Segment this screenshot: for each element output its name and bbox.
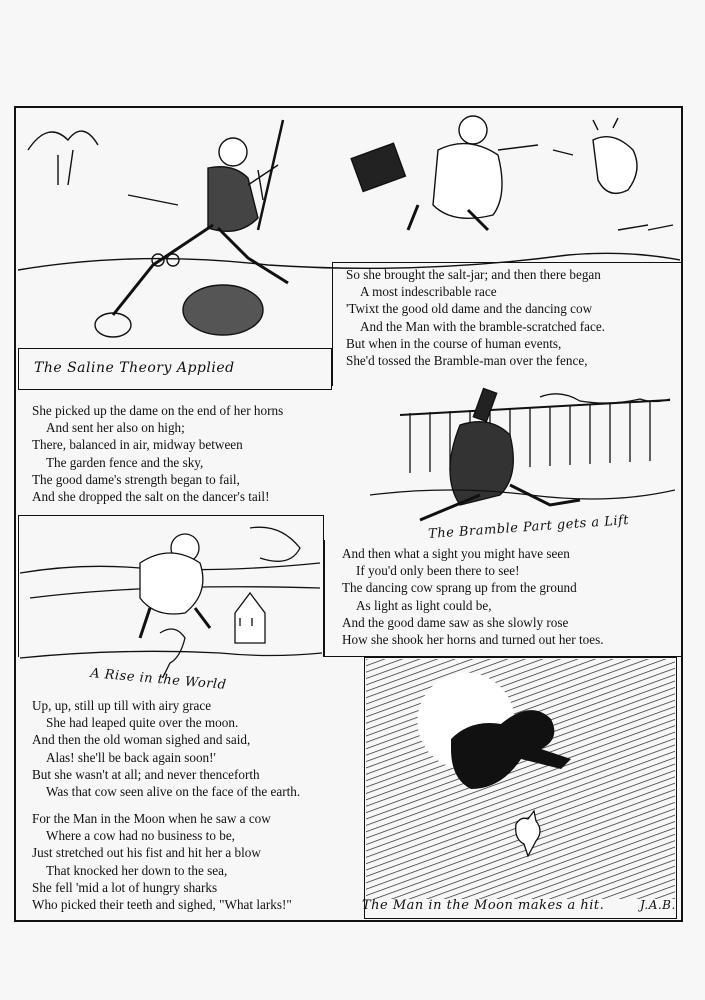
verse-line: 'Twixt the good old dame and the dancing cow xyxy=(346,301,593,317)
verse-line: Who picked their teeth and sighed, "What larks!" xyxy=(32,897,292,913)
verse-1 xyxy=(346,266,605,369)
verse-5 xyxy=(32,810,292,913)
moon-illustration xyxy=(366,659,675,899)
verse-line: Up, up, still up till with airy grace xyxy=(32,698,212,713)
verse-line: Just stretched out his fist and hit her a blow xyxy=(32,845,261,861)
verse-2 xyxy=(32,402,283,505)
verse-line: But when in the course of human events, xyxy=(346,335,562,351)
verse-line: That knocked her down to the sea, xyxy=(46,862,228,878)
verse-line: The garden fence and the sky, xyxy=(46,454,204,470)
verse-line: She'd tossed the Bramble-man over the fence, xyxy=(346,353,588,369)
verse-line: And the Man with the bramble-scratched face. xyxy=(360,318,605,334)
rise-illustration xyxy=(20,518,322,678)
verse-line: She picked up the dame on the end of her horns xyxy=(32,403,284,418)
verse-4 xyxy=(32,697,300,800)
dame-rising-drawing xyxy=(20,518,322,678)
caption-saline-theory: The Saline Theory Applied xyxy=(34,360,235,376)
verse-line: And then the old woman sighed and said, xyxy=(32,732,251,748)
artist-signature: J.A.B. xyxy=(640,898,676,912)
caption-moon: The Man in the Moon makes a hit. xyxy=(362,898,605,913)
fence-and-man-drawing xyxy=(370,385,675,535)
verse-line: If you'd only been there to see! xyxy=(356,563,520,579)
verse-line: As light as light could be, xyxy=(356,597,492,613)
verse-line: Alas! she'll be back again soon!' xyxy=(46,749,216,765)
verse-line: But she wasn't at all; and never thenceforth xyxy=(32,766,260,782)
verse-line: A most indescribable race xyxy=(360,284,497,300)
verse-line: So she brought the salt-jar; and then there began xyxy=(346,267,601,282)
caption-rise: A Rise in the World xyxy=(89,666,227,693)
verse-line: And sent her also on high; xyxy=(46,420,185,436)
verse-line: She fell 'mid a lot of hungry sharks xyxy=(32,879,218,895)
caption-bramble: The Bramble Part gets a Lift xyxy=(427,512,630,543)
moon-and-man-drawing xyxy=(366,659,675,899)
verse-line: And she dropped the salt on the dancer's tail! xyxy=(32,489,270,505)
verse-line: She had leaped quite over the moon. xyxy=(46,715,239,731)
verse-line: And the good dame saw as she slowly rose xyxy=(342,614,569,630)
verse-3 xyxy=(342,545,604,648)
verse-line: The good dame's strength began to fail, xyxy=(32,471,240,487)
bramble-illustration xyxy=(370,385,675,535)
verse-line: Where a cow had no business to be, xyxy=(46,828,235,844)
verse-line: Was that cow seen alive on the face of the earth. xyxy=(46,784,301,800)
verse-line: For the Man in the Moon when he saw a cow xyxy=(32,811,271,826)
verse-line: And then what a sight you might have seen xyxy=(342,546,570,561)
verse-line: The dancing cow sprang up from the ground xyxy=(342,580,577,596)
verse-line: There, balanced in air, midway between xyxy=(32,437,243,453)
verse-line: How she shook her horns and turned out her toes. xyxy=(342,632,604,648)
